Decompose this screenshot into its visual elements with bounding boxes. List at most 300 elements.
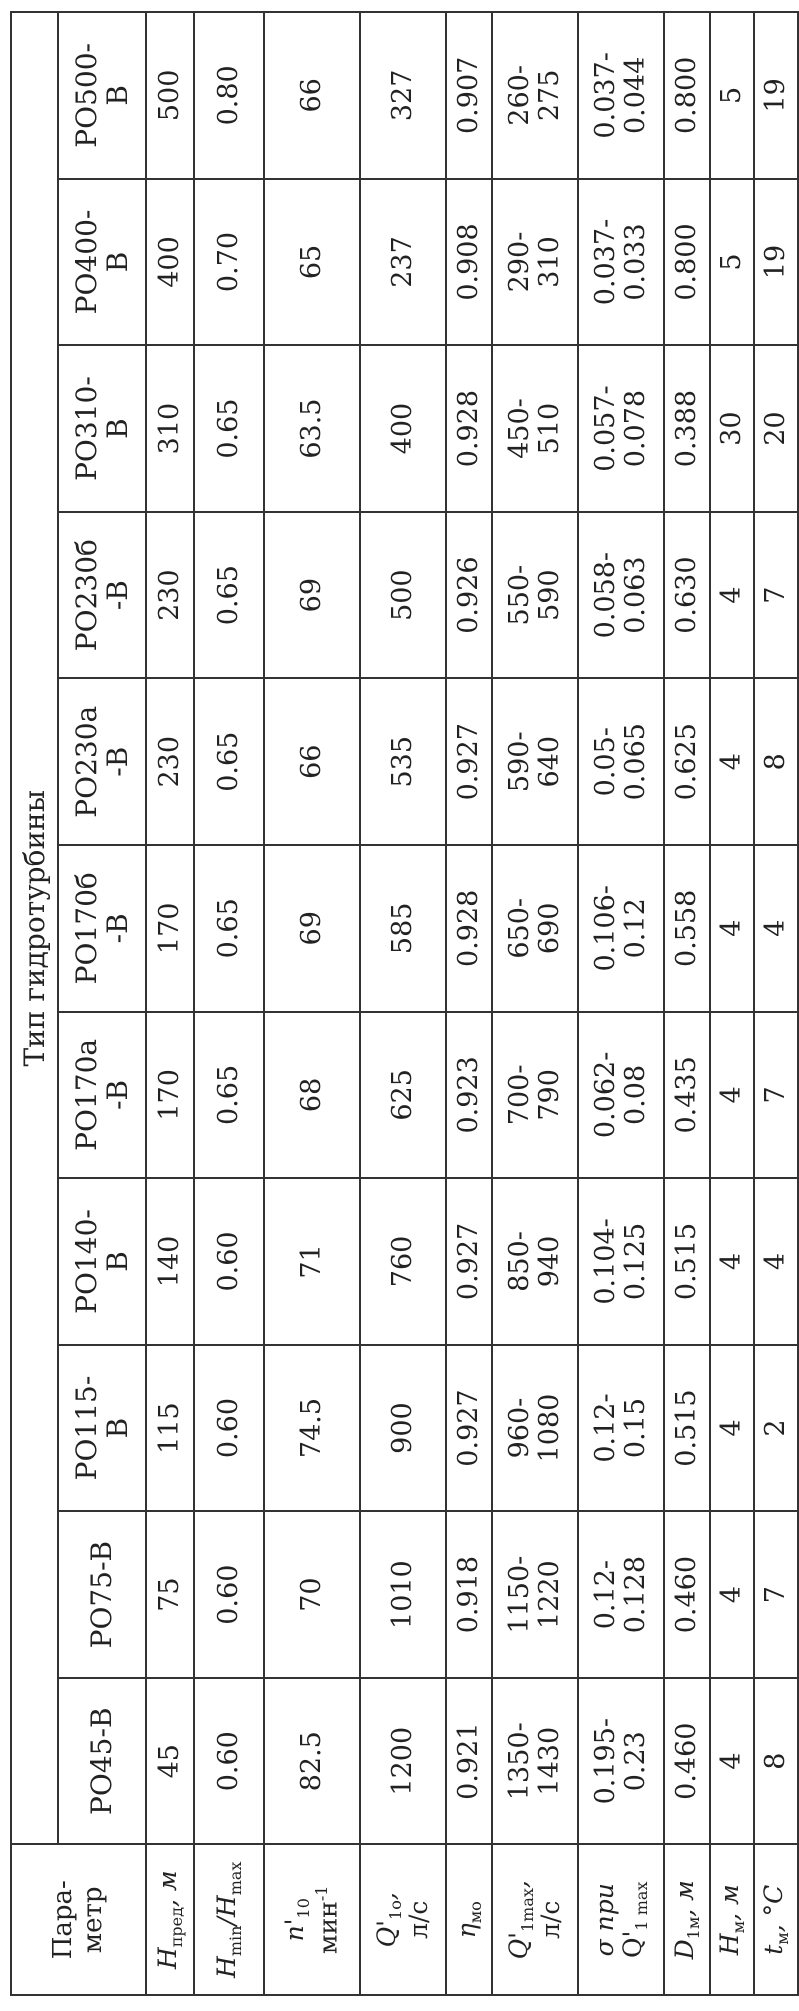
- cell-line: 170: [153, 1069, 185, 1121]
- column-header-line: В: [101, 418, 134, 439]
- row-label-main: Q': [504, 1932, 534, 1960]
- row-label-line: [313, 1847, 342, 1992]
- cell-line: 0.65: [212, 1064, 244, 1125]
- table-cell: [710, 512, 754, 679]
- cell-line: 4: [759, 1252, 791, 1271]
- table-cell: [710, 12, 754, 179]
- cell-line: 70: [295, 1577, 327, 1612]
- cell-line: 0.062-: [589, 1051, 621, 1139]
- table-row: [194, 12, 264, 1995]
- param-header-cell: [11, 1844, 146, 1995]
- row-label-rest: , °С: [759, 1884, 789, 1933]
- cell-line: 0.65: [212, 398, 244, 459]
- cell-line: 0.800: [670, 223, 702, 301]
- cell-line: 19: [759, 244, 791, 280]
- table-cell: [578, 512, 664, 679]
- row-label-sup: -1: [312, 1885, 332, 1902]
- row-label-line: [537, 1847, 565, 1992]
- table-cell: [710, 845, 754, 1012]
- cell-line: 19: [759, 78, 791, 113]
- turbine-type-header: [58, 1678, 146, 1845]
- table-cell: [264, 678, 360, 845]
- table-cell: [360, 12, 446, 179]
- table-cell: [754, 12, 798, 179]
- cell-line: 0.928: [452, 389, 484, 468]
- table-cell: [360, 512, 446, 679]
- row-label-line: [760, 1847, 792, 1992]
- row-label: [446, 1844, 492, 1995]
- cell-line: 4: [715, 919, 747, 937]
- cell-line: 4: [715, 1252, 747, 1271]
- table-cell: [360, 1012, 446, 1179]
- cell-line: 0.60: [212, 1731, 244, 1792]
- table-cell: [146, 179, 194, 346]
- cell-line: 7: [759, 1586, 791, 1604]
- cell-line: 690: [534, 902, 565, 955]
- cell-line: 0.907: [452, 56, 484, 134]
- cell-line: 290-: [503, 231, 535, 293]
- cell-line: 327: [386, 69, 418, 122]
- row-label-unit: Q': [618, 1930, 648, 1958]
- turbine-type-header: [58, 345, 146, 512]
- cell-line: 650-: [503, 897, 535, 959]
- table-cell: [754, 1178, 798, 1345]
- column-header-line: РО310-: [69, 376, 103, 481]
- table-cell: [146, 1178, 194, 1345]
- table-cell: [578, 845, 664, 1012]
- table-cell: [664, 1345, 710, 1512]
- table-cell: [194, 845, 264, 1012]
- table-cell: [360, 678, 446, 845]
- cell-line: 0.921: [452, 1722, 484, 1800]
- cell-line: 310: [153, 402, 185, 455]
- cell-line: 170: [153, 902, 185, 955]
- cell-line: 0.625: [670, 723, 702, 801]
- column-header-line: РО75-В: [85, 1540, 119, 1649]
- table-cell: [754, 1678, 798, 1845]
- cell-line: 500: [386, 569, 418, 621]
- table-cell: [264, 12, 360, 179]
- cell-line: 140: [153, 1235, 185, 1288]
- row-label-sub: 1 max: [632, 1881, 652, 1931]
- cell-line: 66: [295, 78, 327, 113]
- cell-line: 1430: [534, 1726, 565, 1796]
- cell-line: 0.65: [212, 731, 244, 792]
- cell-line: 0.60: [212, 1397, 244, 1459]
- table-cell: [146, 1012, 194, 1179]
- table-cell: [446, 179, 492, 346]
- cell-line: 0.125: [620, 1222, 651, 1301]
- row-label-sub: 1о: [386, 1900, 406, 1920]
- table-cell: [360, 1178, 446, 1345]
- table-cell: [446, 1678, 492, 1845]
- table-cell: [754, 179, 798, 346]
- table-cell: [360, 179, 446, 346]
- cell-line: 510: [534, 402, 565, 455]
- table-cell: [146, 845, 194, 1012]
- cell-line: 0.515: [670, 1389, 702, 1467]
- cell-line: 230: [153, 569, 185, 621]
- table-cell: [264, 1678, 360, 1845]
- table-row: [710, 12, 754, 1995]
- row-label: [360, 1844, 446, 1995]
- row-label-sub: max: [226, 1861, 246, 1896]
- table-cell: [194, 1345, 264, 1512]
- row-label-main: H: [153, 1947, 183, 1970]
- param-header-line: метр: [77, 1886, 108, 1954]
- row-label-sub: 1max: [518, 1888, 538, 1932]
- table-cell: [492, 345, 578, 512]
- cell-line: 1220: [534, 1560, 565, 1629]
- table-cell: [194, 678, 264, 845]
- cell-line: 74.5: [295, 1397, 327, 1459]
- table-row: [360, 12, 446, 1995]
- table-cell: [360, 1345, 446, 1512]
- cell-line: 0.15: [620, 1397, 651, 1459]
- table-cell: [194, 345, 264, 512]
- cell-line: 0.70: [212, 231, 244, 293]
- table-cell: [754, 512, 798, 679]
- table-cell: [754, 845, 798, 1012]
- table-cell: [754, 1345, 798, 1512]
- row-label-sub: 10: [294, 1898, 314, 1919]
- turbine-type-header: [58, 512, 146, 679]
- table-cell: [194, 179, 264, 346]
- cell-line: 69: [295, 577, 327, 613]
- table-cell: [578, 12, 664, 179]
- table-cell: [194, 12, 264, 179]
- cell-line: 0.515: [670, 1222, 702, 1301]
- table-cell: [578, 1678, 664, 1845]
- table-cell: [194, 512, 264, 679]
- table-cell: [578, 179, 664, 346]
- table-cell: [710, 678, 754, 845]
- table-cell: [664, 1012, 710, 1179]
- table-row: [446, 12, 492, 1995]
- cell-line: 237: [386, 236, 418, 288]
- table-cell: [664, 678, 710, 845]
- header-row-columns: [58, 12, 146, 1995]
- row-label-line: [213, 1847, 245, 1992]
- table-cell: [492, 512, 578, 679]
- cell-line: 260-: [503, 65, 535, 126]
- table-cell: [146, 512, 194, 679]
- table-cell: [146, 1511, 194, 1678]
- column-header-line: РО230а: [69, 705, 103, 818]
- cell-line: 0.037-: [589, 52, 621, 139]
- row-label-sub: min: [226, 1925, 246, 1957]
- cell-line: 71: [295, 1244, 327, 1279]
- table-cell: [754, 1012, 798, 1179]
- cell-line: 0.65: [212, 898, 244, 959]
- table-cell: [710, 179, 754, 346]
- cell-line: 0.460: [670, 1722, 702, 1800]
- turbine-type-header: [58, 678, 146, 845]
- cell-line: 535: [386, 735, 418, 788]
- cell-line: 0.928: [452, 889, 484, 967]
- cell-line: 0.078: [620, 389, 651, 468]
- table-row: [578, 12, 664, 1995]
- row-label-sub: м: [773, 1932, 793, 1945]
- cell-line: 1150-: [503, 1555, 535, 1634]
- table-cell: [264, 845, 360, 1012]
- turbine-type-header: [58, 12, 146, 179]
- row-label: [754, 1844, 798, 1995]
- table-cell: [492, 1511, 578, 1678]
- cell-line: 4: [759, 919, 791, 937]
- table-cell: [578, 1511, 664, 1678]
- cell-line: 4: [715, 1586, 747, 1604]
- table-row: [492, 12, 578, 1995]
- row-label-line: [453, 1847, 485, 1992]
- cell-line: 1200: [386, 1726, 418, 1796]
- row-label-rest: , м: [715, 1884, 745, 1921]
- row-label-rest: ,: [504, 1880, 534, 1889]
- column-header-line: В: [101, 85, 134, 106]
- table-cell: [492, 1678, 578, 1845]
- cell-line: 625: [386, 1069, 418, 1121]
- cell-line: 0.558: [670, 889, 702, 967]
- row-label-sub: пред: [167, 1907, 187, 1948]
- row-label-rest: ,: [372, 1892, 402, 1901]
- table-cell: [194, 1178, 264, 1345]
- cell-line: 1350-: [503, 1722, 535, 1801]
- table-cell: [710, 1511, 754, 1678]
- cell-line: 0.08: [620, 1064, 651, 1125]
- table-cell: [264, 345, 360, 512]
- cell-line: 0.60: [212, 1564, 244, 1625]
- table-cell: [446, 345, 492, 512]
- cell-line: 0.128: [620, 1555, 651, 1634]
- column-header-line: РО400-: [69, 209, 103, 315]
- cell-line: 900: [386, 1402, 418, 1454]
- table-cell: [492, 1012, 578, 1179]
- cell-line: 0.80: [212, 65, 244, 126]
- cell-line: 0.106-: [589, 885, 621, 972]
- cell-line: 0.065: [620, 723, 651, 801]
- row-label-line: [619, 1847, 651, 1992]
- row-label-line: [671, 1847, 703, 1992]
- cell-line: 1080: [534, 1393, 565, 1463]
- cell-line: 400: [153, 236, 185, 288]
- cell-line: 0.908: [452, 223, 484, 301]
- row-label-unit: л/с: [403, 1900, 433, 1939]
- column-header-line: В: [101, 1251, 134, 1272]
- cell-line: 82.5: [295, 1731, 327, 1792]
- cell-line: 400: [386, 402, 418, 455]
- column-header-line: РО115-: [69, 1375, 103, 1481]
- table-cell: [264, 1178, 360, 1345]
- cell-line: 790: [534, 1069, 565, 1121]
- row-label: [194, 1844, 264, 1995]
- table-cell: [446, 12, 492, 179]
- table-cell: [492, 845, 578, 1012]
- row-label-line: [154, 1847, 186, 1992]
- turbine-type-header: [58, 1511, 146, 1678]
- table-cell: [710, 345, 754, 512]
- table-cell: [754, 1511, 798, 1678]
- table-cell: [146, 345, 194, 512]
- table-cell: [710, 1012, 754, 1179]
- table-row: [264, 12, 360, 1995]
- cell-line: 0.033: [620, 223, 651, 301]
- cell-line: 45: [153, 1744, 185, 1779]
- column-header-line: РО170б: [69, 872, 103, 985]
- table-cell: [578, 345, 664, 512]
- row-label-rest: , м: [670, 1880, 700, 1917]
- cell-line: 4: [715, 1419, 747, 1437]
- row-label-line: [505, 1847, 537, 1992]
- cell-line: 0.923: [452, 1056, 484, 1134]
- table-cell: [492, 1345, 578, 1512]
- table-cell: [146, 678, 194, 845]
- cell-line: 69: [295, 911, 327, 946]
- column-header-line: РО140-: [69, 1209, 103, 1314]
- cell-line: 0.388: [670, 389, 702, 468]
- table-cell: [360, 345, 446, 512]
- cell-line: 640: [534, 735, 565, 788]
- cell-line: 68: [295, 1077, 327, 1113]
- table-cell: [664, 512, 710, 679]
- cell-line: 585: [386, 902, 418, 955]
- column-header-line: -В: [101, 580, 134, 611]
- row-label-line: [405, 1847, 433, 1992]
- cell-line: 4: [715, 1086, 747, 1104]
- turbine-parameters-table: [10, 11, 799, 1996]
- cell-line: 0.12: [620, 898, 651, 959]
- table-cell: [754, 345, 798, 512]
- cell-line: 0.063: [620, 556, 651, 634]
- table-cell: [710, 1345, 754, 1512]
- table-cell: [664, 845, 710, 1012]
- row-label-main: Q': [372, 1919, 402, 1948]
- column-header-line: -В: [101, 1079, 134, 1110]
- table-cell: [578, 1178, 664, 1345]
- row-label-main: H: [715, 1933, 745, 1956]
- cell-line: 0.918: [452, 1555, 484, 1634]
- cell-line: 590-: [503, 731, 535, 793]
- table-cell: [578, 678, 664, 845]
- table-cell: [264, 1345, 360, 1512]
- table-cell: [446, 1178, 492, 1345]
- param-header-line: Пара-: [48, 1880, 79, 1960]
- table-cell: [446, 512, 492, 679]
- cell-line: 960-: [503, 1397, 535, 1459]
- cell-line: 700-: [503, 1064, 535, 1126]
- cell-line: 5: [715, 86, 747, 104]
- table-cell: [146, 1345, 194, 1512]
- cell-line: 30: [715, 411, 747, 446]
- cell-line: 500: [153, 69, 185, 122]
- turbine-type-header: [58, 179, 146, 346]
- row-label: [578, 1844, 664, 1995]
- turbine-type-header: [58, 1345, 146, 1512]
- row-label-main: σ при: [590, 1883, 620, 1957]
- cell-line: 450-: [503, 398, 535, 459]
- cell-line: 5: [715, 253, 747, 271]
- cell-line: 65: [295, 244, 327, 280]
- row-label-sub: 1м: [684, 1916, 704, 1940]
- row-label-main: H: [212, 1956, 242, 1978]
- cell-line: 0.927: [452, 1389, 484, 1467]
- cell-line: 20: [759, 411, 791, 446]
- cell-line: 7: [759, 586, 791, 604]
- cell-line: 275: [534, 69, 565, 122]
- turbine-type-header: [58, 1178, 146, 1345]
- row-label-line: [591, 1847, 619, 1992]
- cell-line: 940: [534, 1235, 565, 1288]
- row-label-line: [281, 1847, 313, 1992]
- cell-line: 66: [295, 744, 327, 779]
- cell-line: 0.104-: [589, 1218, 621, 1305]
- cell-line: 0.037-: [589, 218, 621, 306]
- table-row: [664, 12, 710, 1995]
- table-cell: [754, 678, 798, 845]
- cell-line: 0.12-: [589, 1560, 621, 1630]
- row-label-main: D: [670, 1939, 700, 1960]
- table-body: [146, 12, 798, 1995]
- cell-line: 0.65: [212, 565, 244, 626]
- column-header-line: -В: [101, 746, 134, 777]
- table-cell: [492, 678, 578, 845]
- row-label-line: [716, 1847, 748, 1992]
- table-cell: [264, 512, 360, 679]
- cell-line: 115: [153, 1402, 185, 1454]
- cell-line: 310: [534, 236, 565, 288]
- row-label-main: t: [759, 1944, 789, 1955]
- cell-line: 0.435: [670, 1056, 702, 1134]
- row-label: [146, 1844, 194, 1995]
- row-label-sub: мо: [466, 1901, 486, 1924]
- cell-line: 760: [386, 1235, 418, 1288]
- table-cell: [492, 179, 578, 346]
- cell-line: 0.044: [620, 56, 651, 134]
- table-cell: [664, 1678, 710, 1845]
- cell-line: 550-: [503, 564, 535, 626]
- row-label-rest: , м: [153, 1870, 183, 1908]
- table-cell: [664, 1178, 710, 1345]
- row-label: [492, 1844, 578, 1995]
- cell-line: 590: [534, 569, 565, 621]
- table-cell: [664, 345, 710, 512]
- row-label: [710, 1844, 754, 1995]
- cell-line: 0.195-: [589, 1717, 621, 1805]
- table-cell: [710, 1678, 754, 1845]
- table-cell: [360, 845, 446, 1012]
- table-cell: [360, 1511, 446, 1678]
- table-cell: [446, 1511, 492, 1678]
- cell-line: 2: [759, 1419, 791, 1437]
- cell-line: 4: [715, 586, 747, 604]
- table-cell: [360, 1678, 446, 1845]
- table-cell: [578, 1345, 664, 1512]
- table-cell: [664, 1511, 710, 1678]
- cell-line: 0.800: [670, 56, 702, 134]
- header-row-group: [11, 12, 58, 1995]
- cell-line: 7: [759, 1086, 791, 1104]
- table-cell: [446, 845, 492, 1012]
- cell-line: 8: [759, 1752, 791, 1770]
- row-label-main: n': [280, 1918, 310, 1942]
- row-label-unit: л/с: [535, 1900, 565, 1939]
- table-cell: [264, 1012, 360, 1179]
- row-label-sub: м: [729, 1920, 749, 1934]
- cell-line: 4: [715, 753, 747, 771]
- cell-line: 0.60: [212, 1231, 244, 1292]
- table-cell: [194, 1012, 264, 1179]
- cell-line: 0.05-: [589, 727, 621, 797]
- cell-line: 0.460: [670, 1555, 702, 1634]
